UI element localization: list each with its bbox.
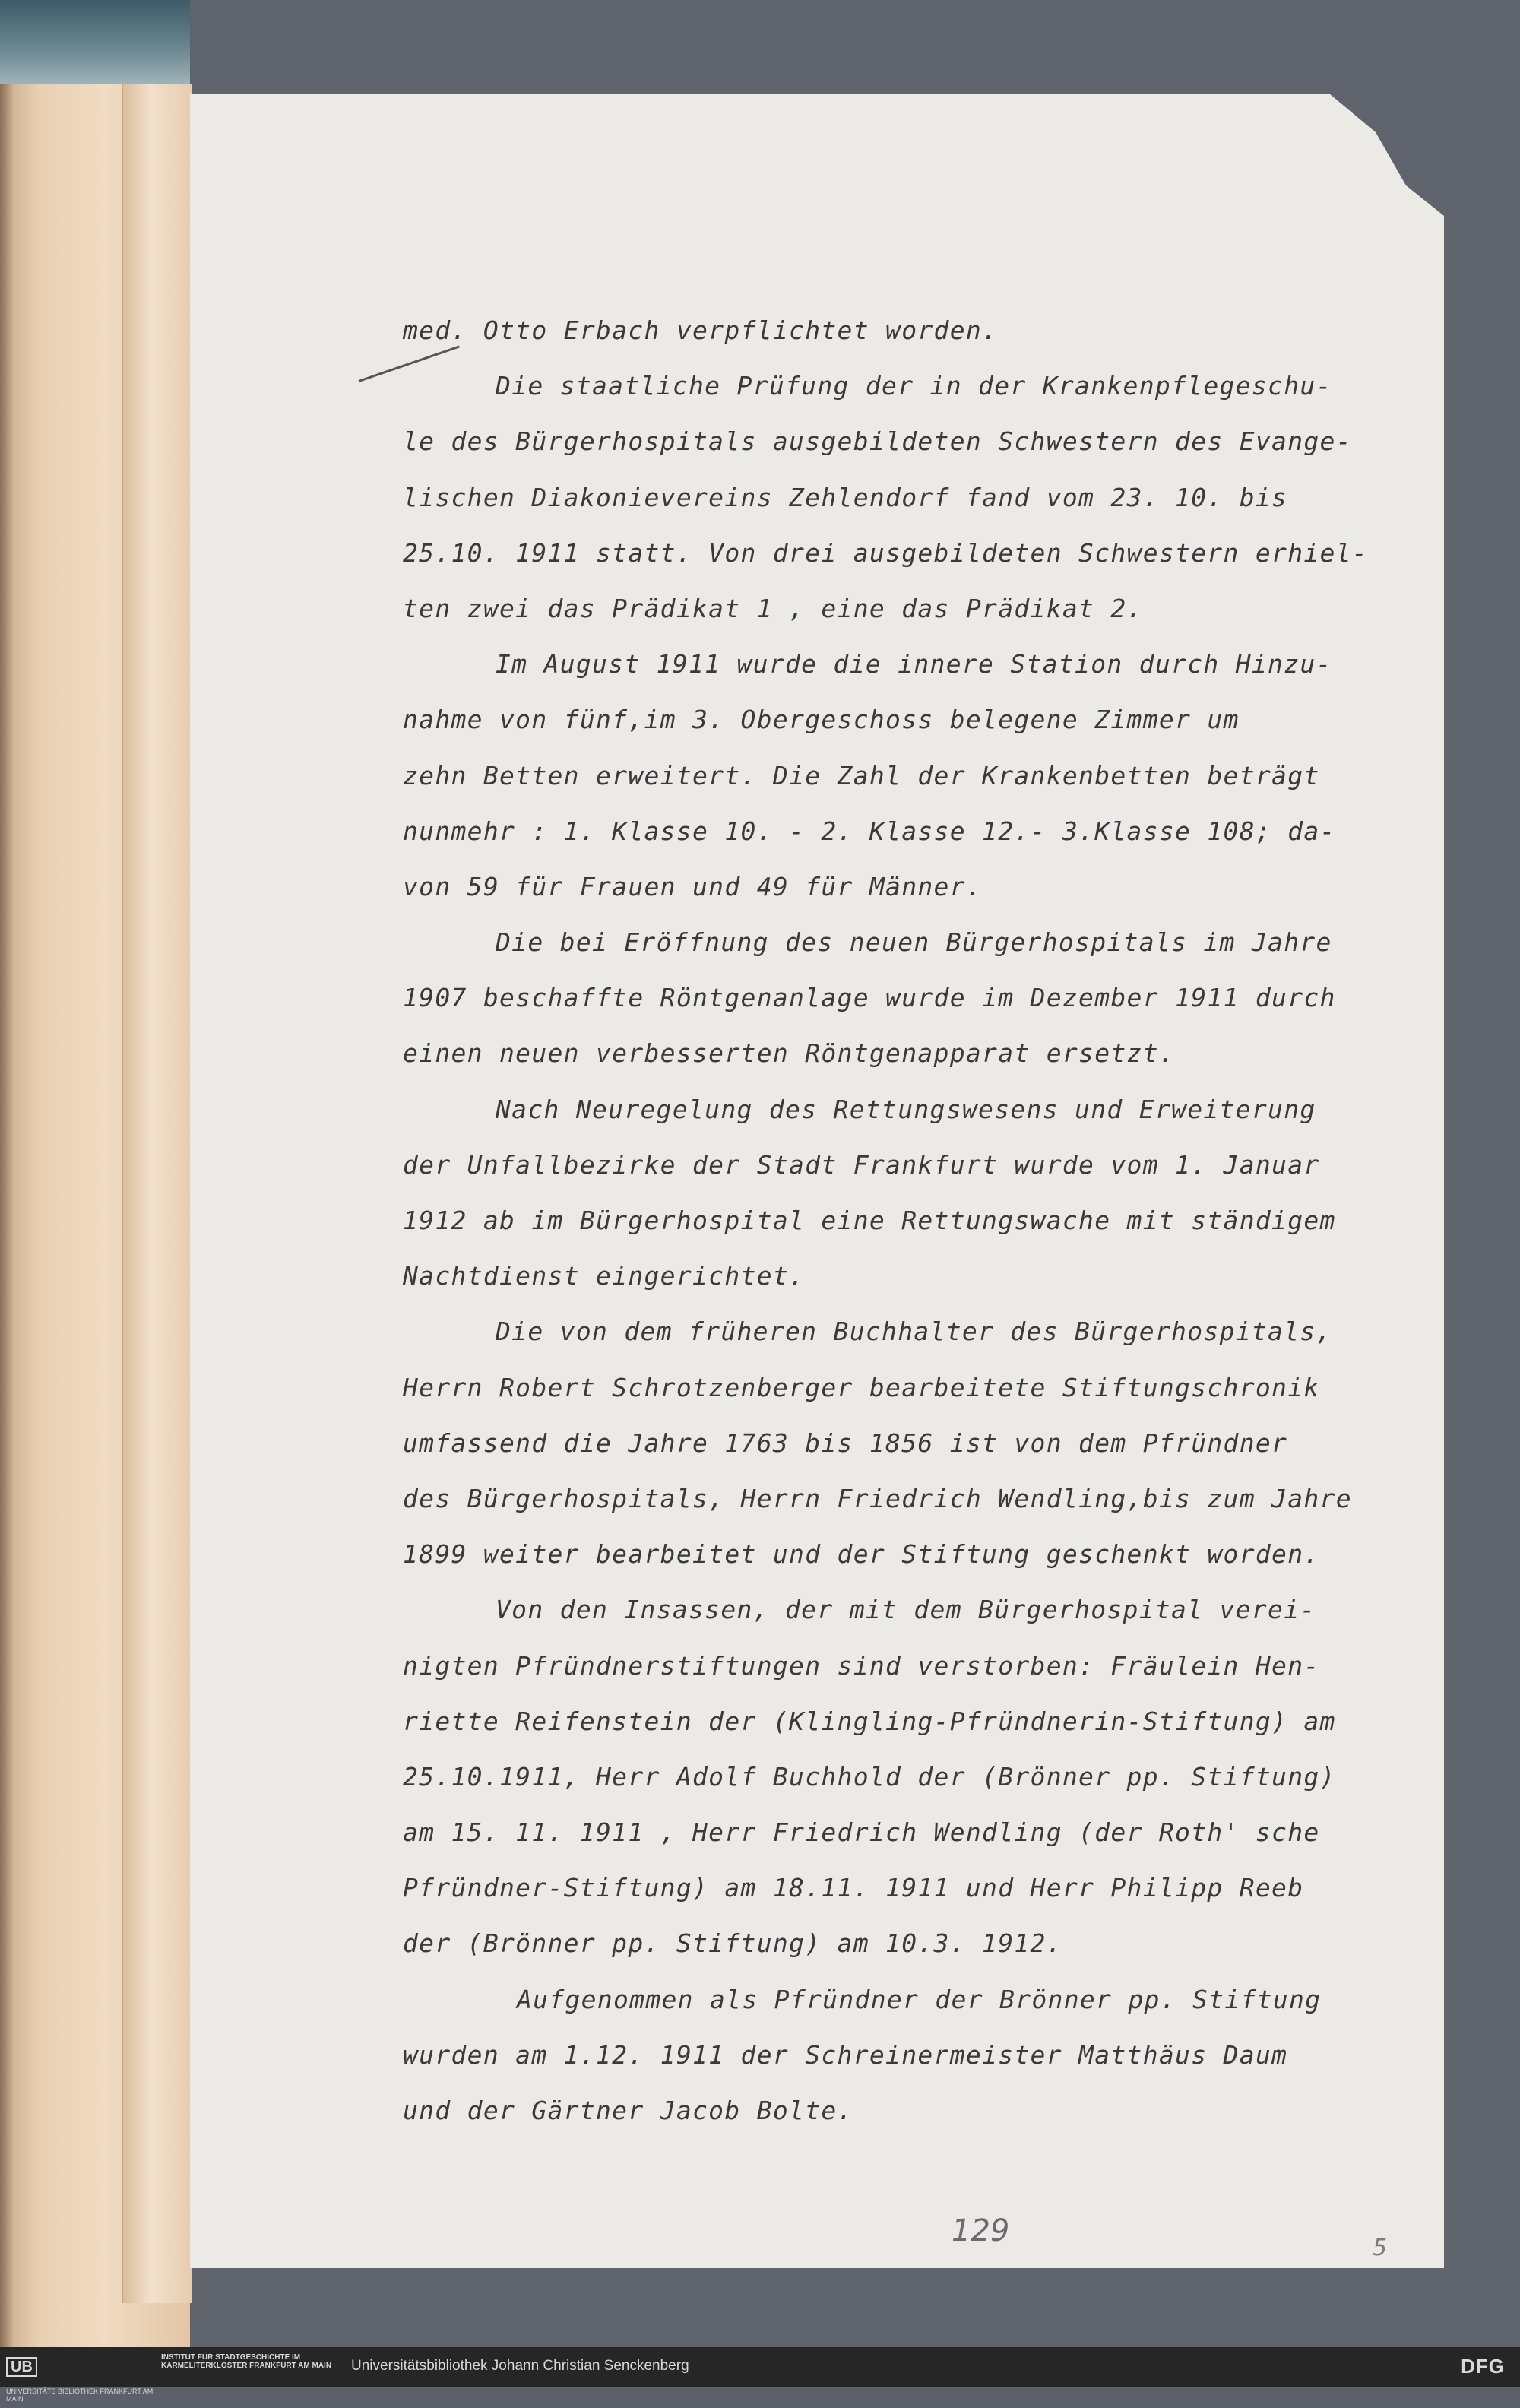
text-line: 1912 ab im Bürgerhospital eine Rettungswache mit ständigem [403,1206,1336,1235]
text-line: wurden am 1.12. 1911 der Schreinermeister Matthäus Daum [403,2039,1288,2070]
ub-logo-mark: UB [6,2357,37,2377]
text-line: Pfründner-Stiftung) am 18.11. 1911 und Herr Philipp Reeb [403,1873,1304,1903]
text-line: am 15. 11. 1911 , Herr Friedrich Wendling (der Roth' sche [403,1817,1320,1848]
text-line: der Unfallbezirke der Stadt Frankfurt wurde vom 1. Januar [403,1149,1320,1180]
text-line: 1907 beschaffte Röntgenanlage wurde im Dezember 1911 durch [403,983,1336,1013]
text-line: des Bürgerhospitals, Herrn Friedrich Wendling,bis zum Jahre [403,1483,1352,1513]
text-line: zehn Betten erweitert. Die Zahl der Krankenbetten beträgt [403,760,1320,791]
text-line: Nachtdienst eingerichtet. [403,1261,806,1291]
text-line: und der Gärtner Jacob Bolte. [403,2096,853,2125]
book-binding [0,0,190,2347]
text-line: med. Otto Erbach verpflichtet worden. [403,315,999,345]
text-line: 25.10.1911, Herr Adolf Buchhold der (Brönner pp. Stiftung) [403,1761,1336,1792]
text-line: nigten Pfründnerstiftungen sind verstorben: Fräulein Hen- [403,1650,1320,1681]
text-line: Im August 1911 wurde die innere Station durch Hinzu- [496,649,1332,680]
institute-logo[interactable]: INSTITUT FÜR STADTGESCHICHTE IM KARMELITERKLOSTER FRANKFURT AM MAIN [161,2353,332,2370]
text-line: nahme von fünf,im 3. Obergeschoss belegene Zimmer um [403,705,1240,735]
text-line: Von den Insassen, der mit dem Bürgerhospital verei- [496,1595,1316,1625]
previous-page-edge [122,84,192,2303]
text-line: lischen Diakonievereins Zehlendorf fand vom 23. 10. bis [403,482,1288,512]
text-line: ten zwei das Prädikat 1 , eine das Prädikat 2. [403,593,1143,623]
text-line: Aufgenommen als Pfründner der Brönner pp. Stiftung [517,1984,1322,2014]
pencil-leaf-mark: 5 [1373,2235,1388,2261]
text-line: le des Bürgerhospitals ausgebildeten Schwestern des Evange- [403,426,1352,457]
text-line: Die staatliche Prüfung der in der Krankenpflegeschu- [496,371,1332,401]
ub-logo-text: UNIVERSITÄTS BIBLIOTHEK FRANKFURT AM MAIN [6,2387,154,2403]
ub-logo[interactable] [6,2353,158,2403]
text-line: 1899 weiter bearbeitet und der Stiftung geschenkt worden. [403,1539,1320,1570]
text-line: 25.10. 1911 statt. Von drei ausgebildeten Schwestern erhiel- [403,537,1369,568]
text-line: nunmehr : 1. Klasse 10. - 2. Klasse 12.- 3.Klasse 108; da- [403,816,1336,846]
text-line: riette Reifenstein der (Klingling-Pfründnerin-Stiftung) am [403,1706,1336,1736]
library-name: Universitätsbibliothek Johann Christian Senckenberg [351,2358,689,2374]
dfg-logo[interactable]: DFG [1461,2355,1505,2378]
text-line: Herrn Robert Schrotzenberger bearbeitete Stiftungschronik [403,1372,1320,1402]
binding-tape [0,0,190,84]
binding-shadow [0,84,14,2347]
viewer-footer [0,2347,1520,2403]
text-line: umfassend die Jahre 1763 bis 1856 ist von dem Pfründner [403,1427,1288,1458]
text-line: der (Brönner pp. Stiftung) am 10.3. 1912. [403,1928,1062,1959]
text-line: einen neuen verbesserten Röntgenapparat ersetzt. [403,1038,1176,1069]
text-line: von 59 für Frauen und 49 für Männer. [403,871,983,901]
text-line: Die bei Eröffnung des neuen Bürgerhospitals im Jahre [496,927,1332,958]
typewritten-text [403,303,1444,2138]
handwritten-page-number: 129 [952,2213,1010,2248]
text-line: Die von dem früheren Buchhalter des Bürgerhospitals, [496,1316,1332,1347]
text-line: Nach Neuregelung des Rettungswesens und Erweiterung [496,1094,1316,1124]
